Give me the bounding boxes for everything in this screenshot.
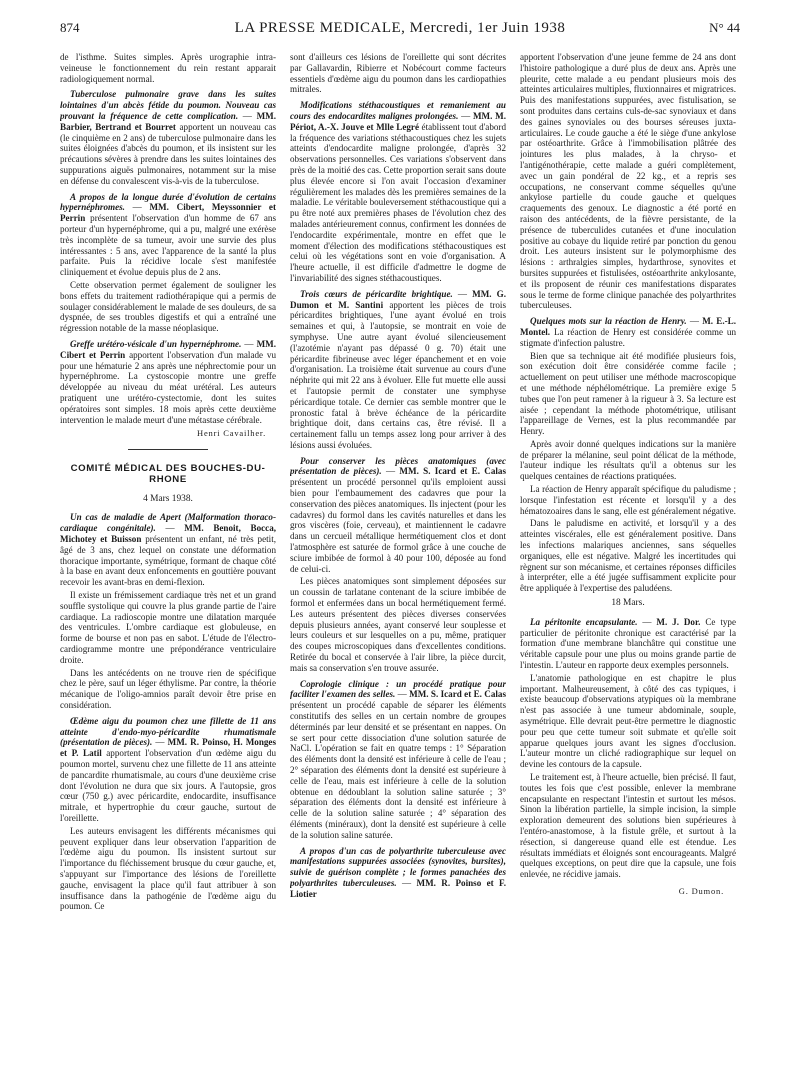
article-title: Trois cœurs de péricardite brightique. — [300, 288, 453, 299]
session-date: 4 Mars 1938. — [143, 493, 193, 504]
article-pericardite: Trois cœurs de péricardite brightique. — MM. G. Dumon et M. Santini apportent les pièces de trois péricardites brightiques, l'une ayant évolué en trois semaines et qui, à l'autopsie, se montrait en voie de symphyse. Une autre ayant évolué silencieusement (l'azotémie n'ayant pas dépassé 0 g. 70) était une péricardite fibrineuse avec léger épanchement et en voie d'organisation. La troisième était survenue au cours d'une néphrite qui mit 22 ans à évoluer. Elle fut muette elle aussi et l'autopsie permit de constater une symphyse péricardique totale. Ce dernier cas semble montrer que le pronostic fatal à brève échéance de la péricardite brightique doit, dans certains cas, être révisé. Il a certainement fallu un temps assez long pour arriver à des lésions aussi évoluées. — [290, 288, 506, 450]
article-peritonite: La péritonite encapsulante. — M. J. Dor. Ce type particulier de péritonite chronique est caractérisé par la formation d'une membrane blanchâtre qui constitue une véritable capsule pour une plus ou moins grande partie de l'intestin. L'auteur en rapporte deux exemples personnels. — [520, 616, 736, 671]
article-tuberculose: Tuberculose pulmonaire grave dans les suites lointaines d'un abcès fétide du poumon. Nouveau cas prouvant la fréquence de cette complication. — MM. Barbier, Bertrand et Bourret apportent un nouveau cas (le cinquième en 2 ans) de tuberculose pulmonaire dans les suites éloignées d'abcès du poumon, et ils insistent sur les précautions sévères à prendre dans les suites lointaines des suppurations aiguës pulmonaires, notamment sur la mise en défense du convalescent vis-à-vis de la tuberculose. — [60, 89, 276, 186]
paragraph: Cette observation permet également de souligner les bons effets du traitement radiothérapique qui a permis de soulager considérablement le malade de ses douleurs, de sa dyspnée, de ses troubles digestifs et qui a entraîné une régression notable de la masse néoplasique. — [60, 279, 276, 334]
article-pieces-anatomiques: Pour conserver les pièces anatomiques (avec présentation de pièces). — MM. S. Icard et E. Calas présentent un procédé personnel qu'ils emploient aussi bien pour l'embaumement des cadavres que pour la conservation des pièces anatomiques. Ils injectent (pour les cadavres) du formol dans les cavités naturelles et dans les gros viscères (foie, cerveau), et maintiennent le cadavre dans un cercueil métallique hermétiquement clos et dont l'atmosphère est saturée de formol grâce à une couche de sciure imbibée de formol à 40 pour 100, déposée au fond de celui-ci. — [290, 455, 506, 574]
signature: Henri Cavailher. — [197, 428, 266, 439]
paragraph: Après avoir donné quelques indications sur la manière de préparer la mélanine, seul point délicat de la méthode, l'auteur indique les résultats qu'il a obtenus sur les quelques centaines de réactions pratiquées. — [520, 438, 736, 482]
article-apert: Un cas de maladie de Apert (Malformation thoraco-cardiaque congénitale). — MM. Benoit, Bocca, Michotey et Buisson présentent un enfant, né très petit, âgé de 3 ans, chez lequel on constate une déformation thoracique importante, symétrique, formant de chaque côté à la base en avant deux enfoncements en gouttière pouvant recevoir les avant-bras en demi-flexion. — [60, 512, 276, 588]
paragraph: de l'isthme. Suites simples. Après urographie intra-veineuse le fonctionnement du rein restant apparait radiologiquement normal. — [60, 52, 276, 84]
paragraph: La réaction de Henry apparaît spécifique du paludisme ; lorsque l'infestation est récente et lorsqu'il y a des hématozoaires dans le sang, elle est généralement négative. — [520, 484, 736, 516]
page-header — [60, 20, 740, 38]
article-title: Tuberculose pulmonaire grave dans les suites lointaines d'un abcès fétide du poumon. Nouveau cas prouvant la fréquence de cette complication. — [60, 89, 276, 121]
article-authors: MM. Benoit, Bocca, Michotey et Buisson — [60, 523, 276, 545]
article-authors: M. E.-L. Montel. — [520, 316, 736, 337]
paragraph: Dans le paludisme en activité, et lorsqu'il y a des atteintes viscérales, elle est généralement positive. Dans les infections malariques anciennes, sans séquelles organiques, elle est négative. Malgré les incertitudes qui règnent sur son mécanisme, et certaines réponses difficiles à interpréter, elle a été jugée suffisamment explicite pour être appliquée à l'expertise des paludéens. — [520, 518, 736, 594]
article-authors: MM. S. Icard et E. Calas — [399, 466, 506, 477]
article-text: établissent tout d'abord la fréquence des variations stéthacoustiques chez les sujets atteints d'endocardite maligne prolongée, d'après 32 observations personnelles. Ces variations s'observent dans près de la moitié des cas. Cette proportion serait sans doute plus élevée encore si l'on avait l'occasion d'examiner régulièrement les malades dès les premières semaines de la maladie. Le véritable bouleversement stéthacoustique qui a pu être noté aux premières phases de l'évolution chez des malades antérieurement connus, confirment les données de l'endocardite expérimentale, montre en effet que le moment d'élection des modifications stéthacoustiques est celui où les végétations sont en voie d'organisation. A l'heure actuelle, il est difficile d'admettre le dogme de l'invariabilité des signes stéthacoustiques. — [290, 121, 506, 283]
article-coprologie: Coprologie clinique : un procédé pratique pour faciliter l'examen des selles. — MM. S. Icard et E. Calas présentent un procédé capable de séparer les éléments constitutifs des selles en un certain nombre de groupes déterminés par leur densité et se présentant en nappes. On se sert pour cette dissociation d'une solution saturée de NaCl. L'opération se fait en quatre temps : 1° Séparation des éléments dont la densité est inférieure à celle de l'eau ; 2° séparation des éléments dont la densité est supérieure à celle de l'eau, mais est inférieure à celle de la solution obtenue en dédoublant la solution saline saturée ; 3° séparation des éléments dont la densité est inférieure à celle de la solution saline saturée ; 4° séparation des éléments (minéraux), dont la densité est supérieure à celle de la solution saline saturée. — [290, 678, 506, 840]
article-text: apportent un nouveau cas (le cinquième en 2 ans) de tuberculose pulmonaire dans les suites éloignées d'abcès du poumon, et ils insistent sur les précautions sévères à prendre dans les suites lointaines des suppurations aiguës pulmonaires, notamment sur la mise en défense du convalescent vis-à-vis de la tuberculose. — [60, 121, 276, 186]
article-text: Ce type particulier de péritonite chronique est caractérisé par la formation d'une membrane blanchâtre qui constitue une véritable capsule pour une plus ou moins grande partie de l'intestin. L'auteur en rapporte deux exemples personnels. — [520, 616, 736, 671]
session-date: 18 Mars. — [611, 598, 645, 609]
column-2 — [290, 52, 506, 1062]
paragraph: Il existe un frémissement cardiaque très net et un grand souffle systolique qui couvre la plus grande partie de l'aire cardiaque. La radioscopie montre une dilatation marquée des ventricules. L'ombre cardiaque est globuleuse, en forme de bourse et non pas en sabot. L'étude de l'électro-cardiogramme montre une prépondérance ventriculaire droite. — [60, 590, 276, 665]
paragraph: Les pièces anatomiques sont simplement déposées sur un coussin de tarlatane contenant de la sciure imbibée de formol et enfermées dans un bocal hermétiquement fermé. Les auteurs présentent des pièces diverses conservées depuis plusieurs années, ayant conservé leur souplesse et leurs couleurs et sur lesquelles on a pu, même, pratiquer des coupes microscopiques dans d'excellentes conditions. Retirée du bocal et conservée à l'air libre, la pièce durcit, mais sa conservation s'en trouve assurée. — [290, 576, 506, 673]
article-title: Œdème aigu du poumon chez une fillette de 11 ans atteinte d'endo-myo-péricardite rhumatismale (présentation de pièces). — [60, 715, 276, 748]
journal-title: LA PRESSE MEDICALE, Mercredi, 1er Juin 1938 — [234, 20, 566, 36]
article-text: présentent l'observation d'un homme de 67 ans porteur d'un hypernéphrome, qui a pu, malgré une exérèse très incomplète de sa tumeur, avoir une survie des plus intéressantes : 5 ans, avec l'apparence de la santé la plus parfaite. Puis la récidive locale s'est manifestée cliniquement et évolue depuis plus de 2 ans. — [60, 213, 276, 278]
article-text: présentent un procédé capable de séparer les éléments constitutifs des selles en un certain nombre de groupes déterminés par leur densité et se présentant en nappes. On se sert pour cette dissociation d'une solution saturée de NaCl. L'opération se fait en quatre temps : 1° Séparation des éléments dont la densité est inférieure à celle de l'eau ; 2° séparation des éléments dont la densité est supérieure à celle de l'eau, mais est inférieure à celle de la solution obtenue en dédoublant la solution saline saturée ; 3° séparation des éléments dont la densité est inférieure à celle de la solution saline saturée ; 4° séparation des éléments (minéraux), dont la densité est supérieure à celle de la solution saline saturée. — [290, 700, 506, 840]
article-authors: MM. R. Poinso, H. Monges et P. Latil — [60, 737, 276, 759]
article-hypernephromes: A propos de la longue durée d'évolution de certains hypernéphromes. — MM. Cibert, Meyssonnier et Perrin présentent l'observation d'un homme de 67 ans porteur d'un hypernéphrome, qui a pu, malgré une exérèse très incomplète de sa tumeur, avoir une survie des plus intéressantes : 5 ans, avec l'apparence de la santé la plus parfaite. Puis la récidive locale s'est manifestée cliniquement et évolue depuis plus de 2 ans. — [60, 191, 276, 278]
article-authors: MM. Cibert et Perrin — [60, 338, 276, 360]
paragraph: L'anatomie pathologique en est chapitre le plus important. Malheureusement, à côté des cas typiques, i existe beaucoup d'observations atypiques où la membrane n'est pas associée à une tumeur abdominale, souple, asymétrique. Elle devrait peut-être permettre le diagnostic pour peu que cette tumeur soit submate et qu'elle soit apparue quelques jours avant les signes d'occlusion. L'auteur montre un cliché radiographique sur lequel on devine les contours de la capsule. — [520, 672, 736, 770]
article-oedeme: Œdème aigu du poumon chez une fillette de 11 ans atteinte d'endo-myo-péricardite rhumatismale (présentation de pièces). — MM. R. Poinso, H. Monges et P. Latil apportent l'observation d'un œdème aigu du poumon mortel, survenu chez une fillette de 11 ans atteinte de pancardite rhumatismale, au cours d'une deuxième crise dont l'évolution ne dura que six jours. A l'autopsie, gros cœur (750 g.) avec péricardite, endocardite, insuffisance mitrale, et hypertrophie du cœur gauche, surtout de l'oreillette. — [60, 715, 276, 823]
article-authors: M. J. Dor. — [656, 616, 701, 627]
column-1 — [60, 52, 276, 1062]
article-text: présentent un procédé personnel qu'ils emploient aussi bien pour l'embaumement des cadavres que pour la conservation des pièces anatomiques. Ils injectent (pour les cadavres) du formol dans les cavités naturelles et dans les gros viscères (foie, cerveau), et maintiennent le cadavre dans un cercueil métallique hermétiquement clos et dont l'atmosphère est saturée de formol grâce à une couche de sciure imbibée de formol à 40 pour 100, déposée au fond de celui-ci. — [290, 477, 506, 574]
paragraph: apportent l'observation d'une jeune femme de 24 ans dont l'histoire pathologique a duré plus de deux ans. Après une pleurite, cette malade a eu pendant plusieurs mois des atteintes articulaires multiples, fluxionnaires et migratrices. Puis des manifestations suppurées, avec fistulisation, se sont produites dans certains culs-de-sac synoviaux et dans des gaines synoviales ou des bourses séreuses juxta-articulaires. Le coude gauche a été le siège d'une ankylose par ostéoarthrite. Grâce à l'immobilisation plâtrée des jointures les plus malades, à la chryso- et l'antigénothérapie, cette malade a guéri complètement, avec un gain pondéral de 22 kg., et a repris ses occupations, ne conservant comme séquelles qu'une ankylose partielle du coude gauche et quelques craquements des genoux. Le diagnostic a été porté en raison des antécédents, de la fièvre persistante, de la présence de tuberculides cutanées et d'une inoculation positive au cobaye du liquide retiré par ponction du genou droit. Les auteurs insistent sur le polymorphisme des lésions : arthralgies simples, hydarthrose, synovites et bursites suppurées et fistulisées, ostéoarthrite ankylosante, et ils proposent de réunir ces manifestations disparates sous le terme de forme clinique panachée des polyarthrites tuberculeuses. — [520, 52, 736, 311]
article-title: Quelques mots sur la réaction de Henry. — [530, 316, 687, 327]
article-title: A propos de la longue durée d'évolution de certains hypernéphromes. — [60, 191, 276, 213]
paragraph: Les auteurs envisagent les différents mécanismes qui peuvent expliquer dans leur observation l'apparition de l'œdème aigu du poumon. Ils insistent surtout sur l'importance du fléchissement brusque du cœur gauche, et, s'appuyant sur l'importance des lésions de l'oreillette gauche, envisagent la place qu'il faut attribuer à son insuffisance dans la pathogénie de l'œdème aigu du poumon. Ce — [60, 825, 276, 912]
article-title: Greffe urétéro-vésicale d'un hypernéphrome. — [70, 338, 242, 349]
paragraph: sont d'ailleurs ces lésions de l'oreillette qui sont décrites par Gallavardin, Ribierre et Nobécourt comme facteurs essentiels d'œdème aigu du poumon dans les cardiopathies mitrales. — [290, 52, 506, 95]
article-title: A propos d'un cas de polyarthrite tuberculeuse avec manifestations suppurées associées (synovites, bursites), suivie de guérison complète ; le formes panachées des polyarthrites tuberculeuses. — [290, 845, 506, 888]
article-title: Pour conserver les pièces anatomiques (avec présentation de pièces). — [290, 455, 506, 477]
article-text: apportent l'observation d'un malade vu pour une hématurie 2 ans après une néphrectomie pour un hypernéphrome. La cystoscopie montre une greffe développée au niveau du méat urétéral. Les auteurs pratiquent une urétéro-cystectomie, dont les suites opératoires sont simples. 18 mois après cette deuxième intervention le malade meurt d'une métastase cérébrale. — [60, 349, 276, 425]
section-heading: COMITÉ MÉDICAL DES BOUCHES-DU-RHONE — [70, 463, 266, 485]
signature: G. Dumon. — [678, 885, 724, 896]
issue-number: N° 44 — [709, 20, 740, 35]
article-greffe: Greffe urétéro-vésicale d'un hypernéphrome. — MM. Cibert et Perrin apportent l'observation d'un malade vu pour une hématurie 2 ans après une néphrectomie pour un hypernéphrome. La cystoscopie montre une greffe développée au niveau du méat urétéral. Les auteurs pratiquent une urétéro-cystectomie, dont les suites opératoires sont simples. 18 mois après cette deuxième intervention le malade meurt d'une métastase cérébrale. — [60, 338, 276, 425]
article-text: apportent les pièces de trois péricardites brightiques, l'une ayant évolué en trois semaines et qui, à l'autopsie, se montrait en voie de symphyse. Une autre ayant évolué silencieusement (l'azotémie n'ayant pas dépassé 0 g. 70) était une péricardite fibrineuse avec léger épanchement et en voie d'organisation. La troisième était survenue au cours d'une néphrite qui mit 22 ans à évoluer. Elle fut muette elle aussi et l'autopsie permit de constater une symphyse péricardique totale. Ce dernier cas semble montrer que le pronostic fatal à brève échéance de la péricardite brightique doit, dans certains cas, être révisé. Il a certainement fallu un temps assez long pour arriver à des lésions aussi évoluées. — [290, 299, 506, 450]
article-authors: MM. Barbier, Bertrand et Bourret — [60, 110, 276, 132]
article-polyarthrite: A propos d'un cas de polyarthrite tuberculeuse avec manifestations suppurées associées (synovites, bursites), suivie de guérison complète ; le formes panachées des polyarthrites tuberculeuses. — MM. R. Poinso et F. Liotier — [290, 845, 506, 899]
paragraph: Bien que sa technique ait été modifiée plusieurs fois, son exécution doit être considérée comme facile ; actuellement on peut utiliser une méthode macroscopique et une méthode néphélométrique. La première exige 5 tubes que l'on peut ramener à la rigueur à 3. Sa lecture est aisée ; cependant la méthode photométrique, utilisant l'appareillage de Vernes, est la plus recommandée par Henry. — [520, 350, 736, 437]
article-reaction-henry: Quelques mots sur la réaction de Henry. — M. E.-L. Montel. La réaction de Henry est considérée comme un stigmate d'infection palustre. — [520, 316, 736, 348]
page-number: 874 — [60, 20, 80, 35]
article-authors: MM. S. Icard et E. Calas — [409, 689, 506, 700]
article-title: Coprologie clinique : un procédé pratique pour faciliter l'examen des selles. — [290, 678, 506, 700]
column-3 — [520, 52, 736, 1062]
article-title: Modifications stéthacoustiques et remaniement au cours des endocardites malignes prolongées. — [290, 100, 506, 121]
article-authors: MM. M. Périot, A.-X. Jouve et Mlle Legré — [290, 110, 506, 132]
article-title: La péritonite encapsulante. — [530, 616, 638, 627]
paragraph: Dans les antécédents on ne trouve rien de spécifique chez le père, sauf un léger éthylisme. Par contre, la théorie mécanique de l'oligo-amnios paraît devoir être prise en considération. — [60, 667, 276, 711]
article-authors: MM. Cibert, Meyssonnier et Perrin — [60, 202, 276, 224]
section-divider — [128, 449, 208, 450]
article-authors: MM. R. Poinso et F. Liotier — [290, 877, 506, 899]
article-authors: MM. G. Dumon et M. Santini — [290, 288, 506, 310]
article-text: présentent un enfant, né très petit, âgé de 3 ans, chez lequel on constate une déformation thoracique importante, symétrique, formant de chaque côté à la base en avant deux enfoncements en gouttière pouvant recevoir les avant-bras en demi-flexion. — [60, 534, 276, 588]
article-text: La réaction de Henry est considérée comme un stigmate d'infection palustre. — [520, 326, 736, 348]
article-title: Un cas de maladie de Apert (Malformation thoraco-cardiaque congénitale). — [60, 512, 276, 534]
article-text: apportent l'observation d'un œdème aigu du poumon mortel, survenu chez une fillette de 11 ans atteinte de pancardite rhumatismale, au cours d'une deuxième crise dont l'évolution ne dura que six jours. A l'autopsie, gros cœur (750 g.) avec péricardite, endocardite, insuffisance mitrale, et hypertrophie du cœur gauche, surtout de l'oreillette. — [60, 748, 276, 823]
article-stethacoustiques: Modifications stéthacoustiques et remaniement au cours des endocardites malignes prolongées. — MM. M. Périot, A.-X. Jouve et Mlle Legré établissent tout d'abord la fréquence des variations stéthacoustiques chez les sujets atteints d'endocardite maligne prolongée, d'après 32 observations personnelles. Ces variations s'observent dans près de la moitié des cas. Cette proportion serait sans doute plus élevée encore si l'on avait l'occasion d'examiner régulièrement les malades dès les premières semaines de la maladie. Le véritable bouleversement stéthacoustique qui a pu être noté aux premières phases de l'évolution chez des malades antérieurement connus, confirment les données de l'endocardite expérimentale, montre en effet que le moment d'élection des modifications stéthacoustiques est celui où les végétations sont en voie d'organisation. A l'heure actuelle, il est difficile d'admettre le dogme de l'invariabilité des signes stéthacoustiques. — [290, 100, 506, 283]
paragraph: Le traitement est, à l'heure actuelle, bien précisé. Il faut, toutes les fois que c'est possible, enlever la membrane encapsulante en respectant l'intestin et surtout les mésos. Sinon la libération partielle, la simple incision, la simple exploration demeurent des solutions bien supérieures à l'entéro-anastomose, à la fistule grêle, et surtout à la résection, si dangereuse quand elle est étendue. Les résultats immédiats et éloignés sont encourageants. Malgré quelques exceptions, on peut dire que la capsule, une fois enlevée, ne récidive jamais. — [520, 772, 736, 880]
